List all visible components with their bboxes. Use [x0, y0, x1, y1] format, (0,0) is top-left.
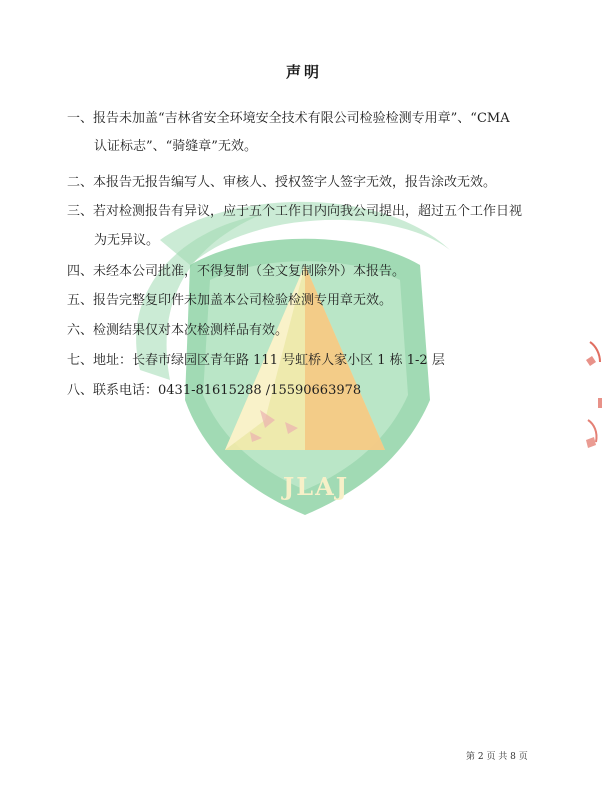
item-number: 五、 [67, 293, 94, 308]
statement-item-5 [67, 292, 392, 310]
item-number: 七、 [67, 353, 94, 368]
statement-item-3-continued: 为无异议。 [94, 233, 160, 248]
statement-item-7 [67, 352, 445, 370]
item-number: 四、 [67, 264, 94, 279]
item-text: 若对检测报告有异议，应于五个工作日内向我公司提出，超过五个工作日视 [93, 204, 523, 219]
statement-item-6 [67, 322, 288, 340]
statement-item-2 [67, 174, 496, 192]
item-text: 联系电话：0431-81615288 /15590663978 [93, 383, 362, 398]
statement-item-3 [67, 203, 522, 221]
item-text: 本报告无报告编写人、审核人、授权签字人签字无效，报告涂改无效。 [93, 175, 497, 190]
item-text: 报告完整复印件未加盖本公司检验检测专用章无效。 [93, 293, 393, 308]
page-title: 声明 [285, 63, 322, 81]
watermark-text: JLAJ [282, 472, 350, 501]
item-number: 六、 [67, 323, 94, 338]
statement-item-1 [67, 110, 510, 128]
item-number: 八、 [67, 383, 94, 398]
item-text: 未经本公司批准，不得复制（全文复制除外）本报告。 [93, 264, 406, 279]
item-text: 地址：长春市绿园区青年路 111 号虹桥人家小区 1 栋 1-2 层 [93, 353, 445, 368]
statement-item-1-continued: 认证标志”、“骑缝章”无效。 [94, 139, 257, 154]
statement-item-8 [67, 382, 361, 400]
seal-stamp-fragment [580, 320, 608, 470]
item-text: 检测结果仅对本次检测样品有效。 [93, 323, 289, 338]
page-number: 第 2 页 共 8 页 [466, 752, 528, 762]
item-number: 一、 [67, 111, 94, 126]
item-number: 三、 [67, 204, 94, 219]
item-text: 报告未加盖“吉林省安全环境安全技术有限公司检验检测专用章”、“CMA [93, 111, 510, 126]
statement-item-4 [67, 263, 405, 281]
item-number: 二、 [67, 175, 94, 190]
